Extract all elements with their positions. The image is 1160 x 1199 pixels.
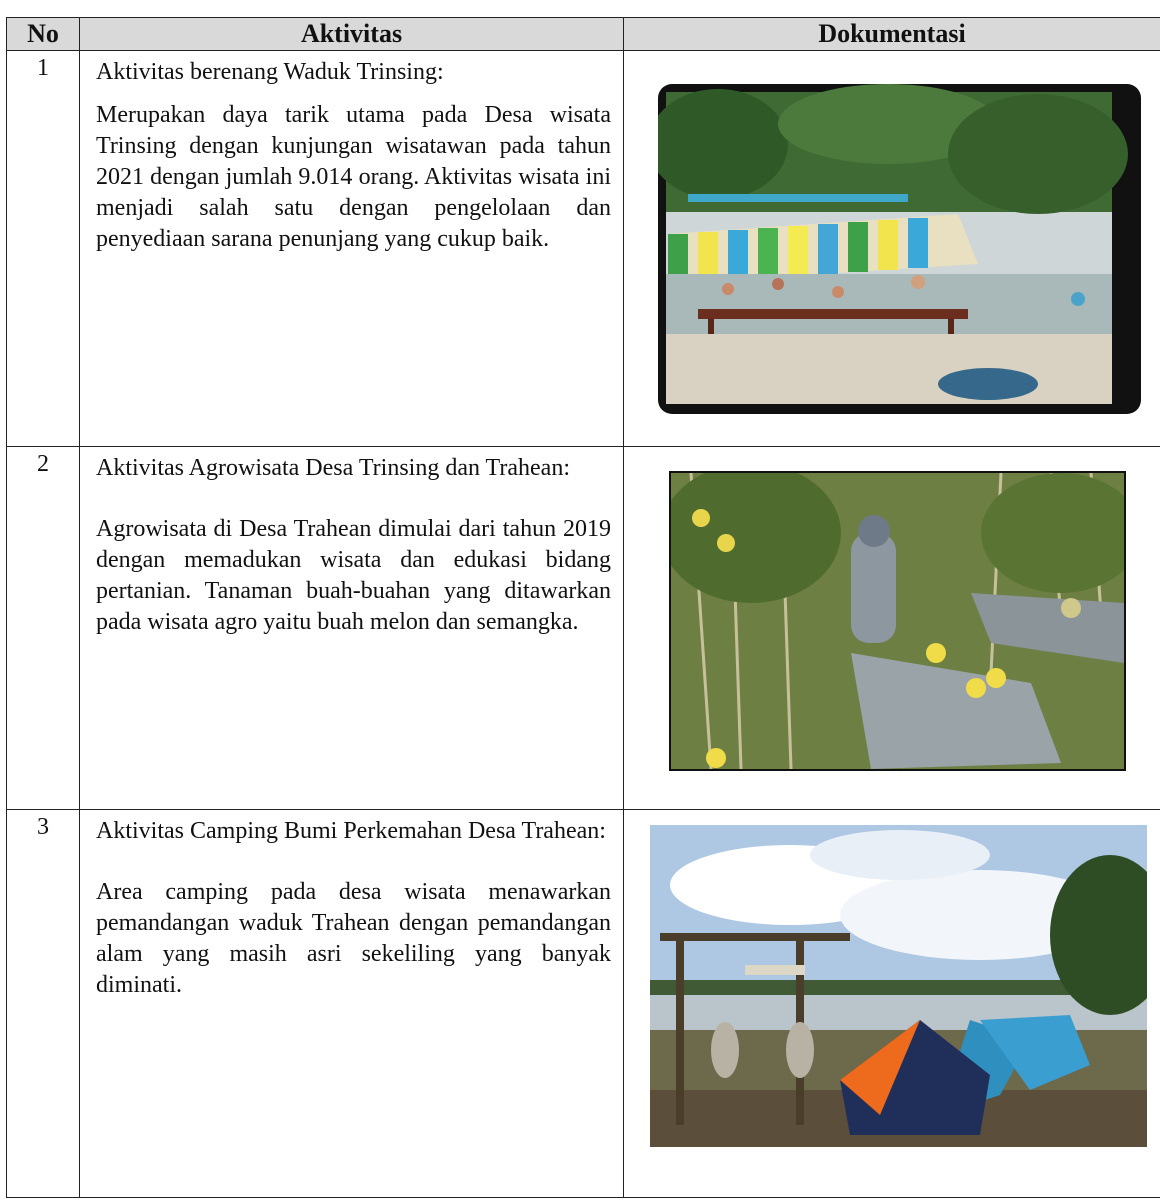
activity-cell	[80, 51, 624, 447]
row-number: 1	[7, 51, 80, 447]
activity-title: Aktivitas berenang Waduk Trinsing:	[96, 59, 444, 85]
table-row	[7, 810, 1160, 1198]
row-number: 2	[7, 447, 80, 810]
activity-cell	[80, 810, 624, 1198]
activity-description: Merupakan daya tarik utama pada Desa wisata Trinsing dengan kunjungan wisatawan pada tahun 2021 dengan jumlah 9.014 orang. Aktivitas wisata ini menjadi salah satu dengan pengelolaan dan penyediaan sarana penunjang yang cukup baik.	[96, 102, 611, 252]
camping-tents-photo	[650, 825, 1147, 1147]
header-dokumentasi: Dokumentasi	[624, 18, 1160, 51]
melon-garden-photo	[669, 471, 1126, 771]
table-row	[7, 51, 1160, 447]
activity-cell	[80, 447, 624, 810]
header-aktivitas: Aktivitas	[80, 18, 624, 51]
activity-title: Aktivitas Agrowisata Desa Trinsing dan Trahean:	[96, 455, 570, 481]
table-row	[7, 447, 1160, 810]
activity-description: Area camping pada desa wisata menawarkan pemandangan waduk Trahean dengan pemandangan alam yang masih asri sekeliling yang banyak diminati.	[96, 879, 611, 998]
row-number: 3	[7, 810, 80, 1198]
documentation-cell	[624, 447, 1160, 810]
header-row	[7, 18, 1160, 51]
documentation-cell	[624, 51, 1160, 447]
swimming-area-photo	[658, 84, 1141, 414]
activity-description: Agrowisata di Desa Trahean dimulai dari tahun 2019 dengan memadukan wisata dan edukasi bidang pertanian. Tanaman buah-buahan yang ditawarkan pada wisata agro yaitu buah melon dan semangka.	[96, 516, 611, 635]
activity-table	[6, 17, 1160, 1198]
header-no: No	[7, 18, 80, 51]
activity-title: Aktivitas Camping Bumi Perkemahan Desa Trahean:	[96, 818, 606, 844]
documentation-cell	[624, 810, 1160, 1198]
